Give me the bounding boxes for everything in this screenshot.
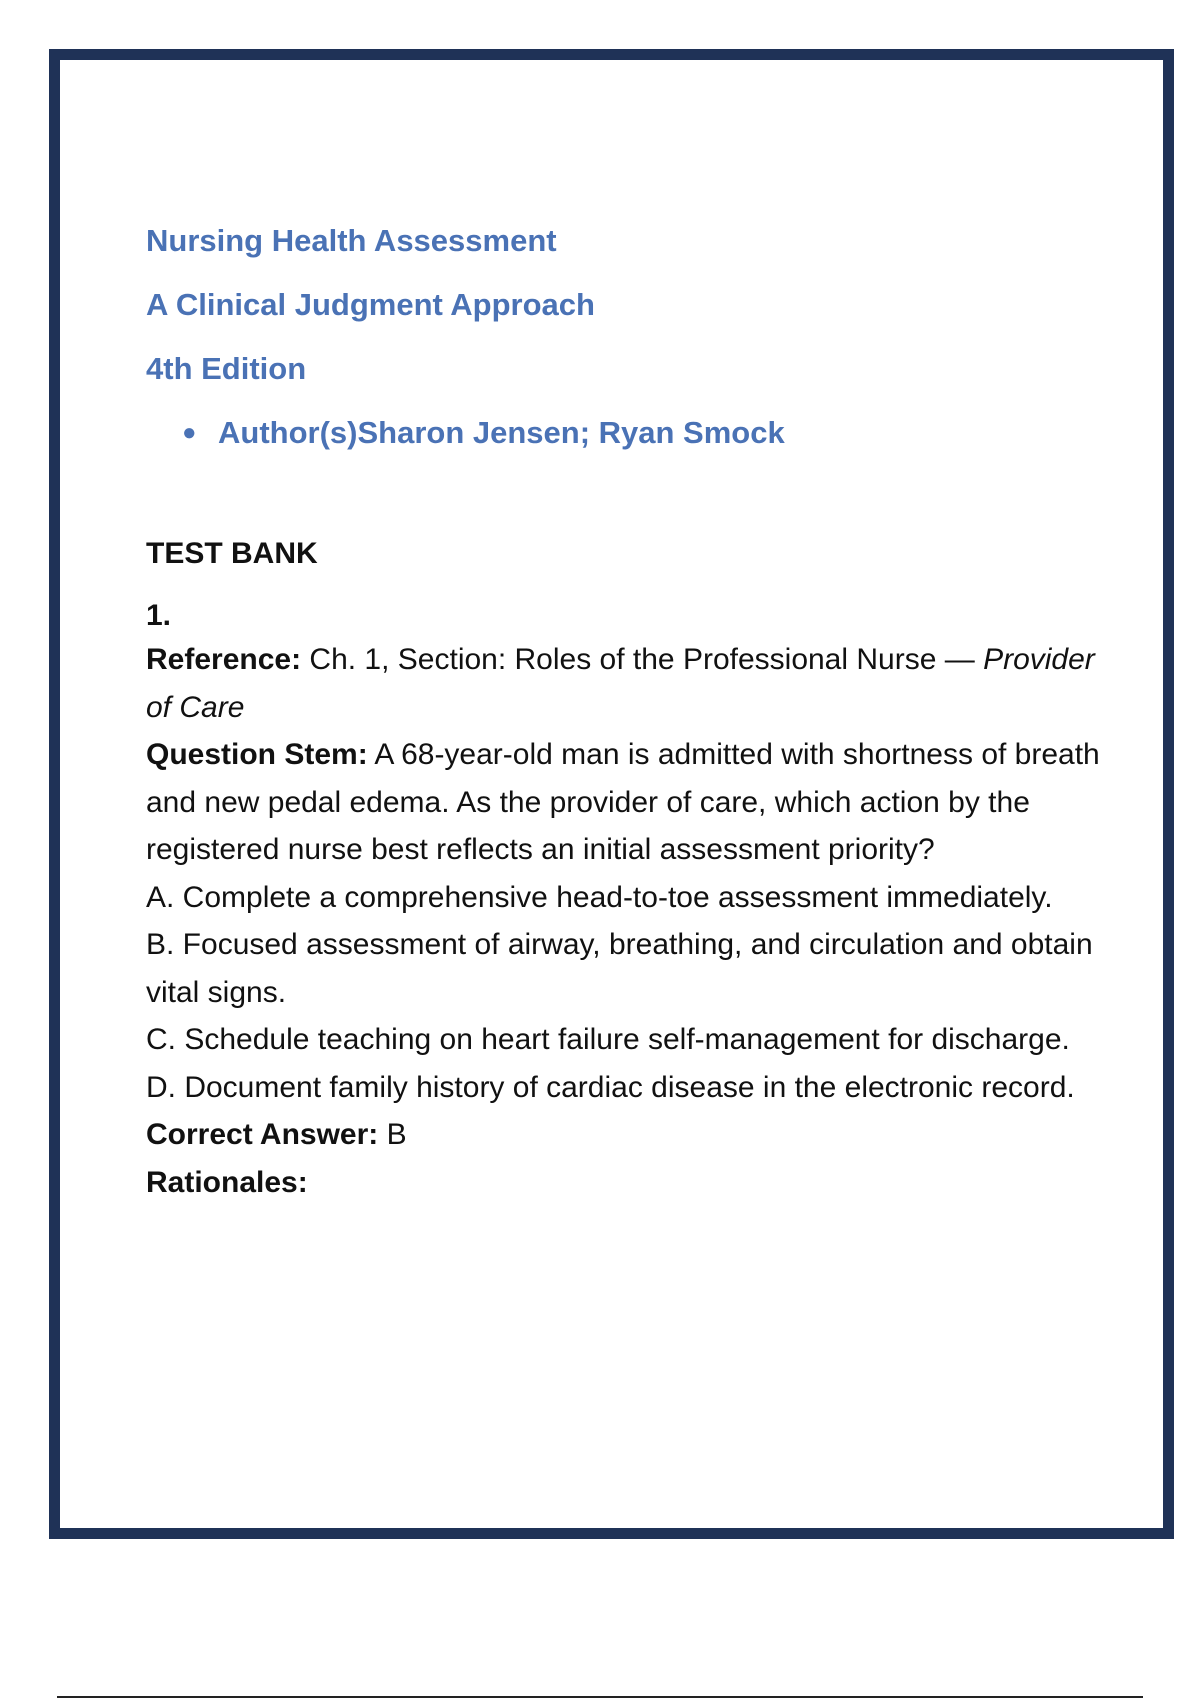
document-content	[146, 222, 1101, 1206]
authors-list	[146, 414, 1101, 452]
reference-italic: Provider of Care	[146, 643, 1095, 724]
question-reference	[146, 636, 1101, 731]
stem-label: Question Stem:	[146, 738, 368, 771]
bullet-icon: ●	[182, 419, 197, 446]
option-d: D. Document family history of cardiac disease in the electronic record.	[146, 1070, 1075, 1104]
question-body	[146, 636, 1101, 1206]
option-c: C. Schedule teaching on heart failure self-management for discharge.	[146, 1023, 1070, 1056]
reference-label: Reference:	[146, 643, 302, 676]
book-edition: 4th Edition	[146, 351, 307, 386]
question-stem	[146, 731, 1101, 874]
rationales	[146, 1159, 1101, 1207]
stem-text: A 68-year-old man is admitted with shortness of breath and new pedal edema. As the provider of care, which action by the registered nurse best reflects an initial assessment priority?	[146, 738, 1100, 866]
answer-label: Correct Answer:	[146, 1118, 379, 1151]
answer-value: B	[378, 1118, 407, 1151]
rationales-label: Rationales:	[146, 1165, 308, 1199]
option-b: B. Focused assessment of airway, breathing, and circulation and obtain vital signs.	[146, 928, 1093, 1009]
book-title: Nursing Health Assessment	[146, 223, 557, 258]
authors-text: Author(s)Sharon Jensen; Ryan Smock	[218, 415, 785, 450]
reference-text: Ch. 1, Section: Roles of the Professional Nurse —	[301, 643, 984, 676]
footer-divider	[57, 1696, 1143, 1698]
correct-answer	[146, 1111, 1101, 1159]
book-subtitle: A Clinical Judgment Approach	[146, 287, 595, 322]
test-bank-heading: TEST BANK	[146, 537, 318, 570]
question-number: 1.	[146, 599, 172, 632]
authors-item	[146, 414, 1101, 452]
option-a: A. Complete a comprehensive head-to-toe assessment immediately.	[146, 880, 1053, 914]
